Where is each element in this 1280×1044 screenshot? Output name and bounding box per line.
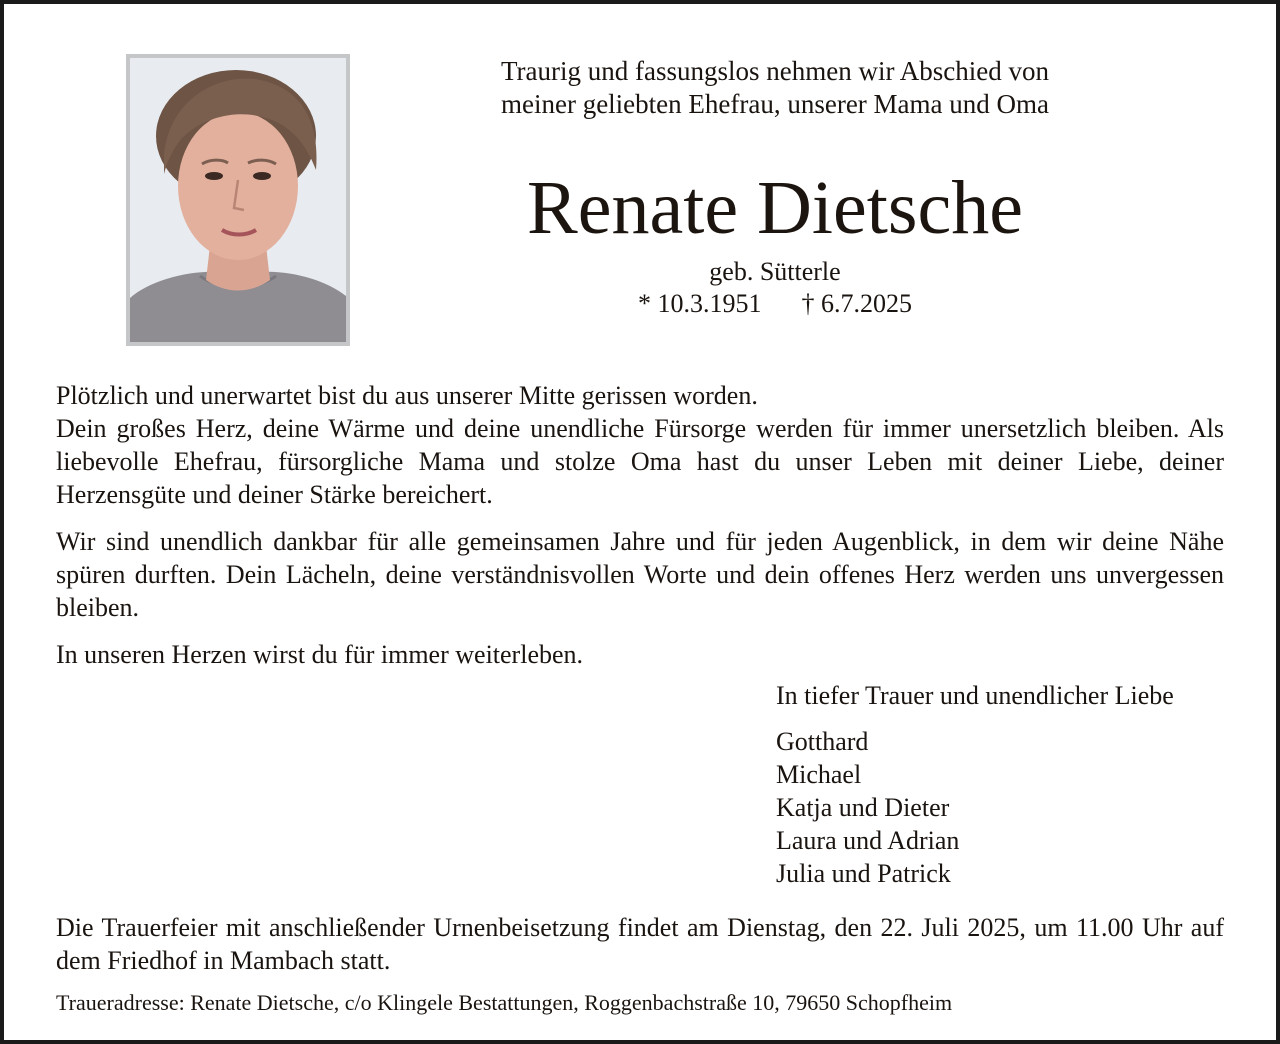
family-member: Laura und Adrian (776, 826, 960, 855)
obituary-body (56, 379, 1224, 671)
paragraph-1: Plötzlich und unerwartet bist du aus unserer Mitte gerissen worden. (56, 381, 758, 410)
paragraph-2: Dein großes Herz, deine Wärme und deine unendliche Fürsorge werden für immer unersetzlich bleiben. Als liebevolle Ehefrau, fürsorgliche Mama und stolze Oma hast du unser Leben mit deiner Liebe, deiner Herzensgüte und deiner Stärke bereichert. (56, 414, 1224, 509)
closing-line: In tiefer Trauer und unendlicher Liebe (776, 681, 1174, 710)
intro-line-1: Traurig und fassungslos nehmen wir Abschied von (501, 56, 1049, 86)
mourning-address: Traueradresse: Renate Dietsche, c/o Klingele Bestattungen, Roggenbachstraße 10, 79650 Schopfheim (56, 990, 953, 1015)
intro-text (420, 55, 1130, 121)
family-member: Julia und Patrick (776, 859, 951, 888)
birth-date: * 10.3.1951 (638, 289, 762, 318)
death-date: † 6.7.2025 (801, 289, 912, 318)
deceased-name: Renate Dietsche (527, 166, 1023, 250)
family-list (776, 725, 959, 890)
family-member: Katja und Dieter (776, 793, 950, 822)
life-dates (420, 288, 1130, 320)
paragraph-3: Wir sind unendlich dankbar für alle gemeinsamen Jahre und für jeden Augenblick, in dem wir deine Nähe spüren durften. Dein Lächeln, deine verständnisvollen Worte und dein offenes Herz werden uns unvergessen bleiben. (56, 527, 1224, 622)
family-member: Michael (776, 760, 862, 789)
paragraph-4: In unseren Herzen wirst du für immer weiterleben. (56, 640, 584, 669)
intro-line-2: meiner geliebten Ehefrau, unserer Mama und Oma (500, 89, 1050, 119)
portrait-photo (126, 54, 350, 346)
ceremony-notice: Die Trauerfeier mit anschließender Urnenbeisetzung findet am Dienstag, den 22. Juli 2025, um 11.00 Uhr auf dem Friedhof in Mambach statt. (56, 913, 1224, 975)
family-member: Gotthard (776, 727, 869, 756)
birth-name: geb. Sütterle (709, 257, 841, 286)
